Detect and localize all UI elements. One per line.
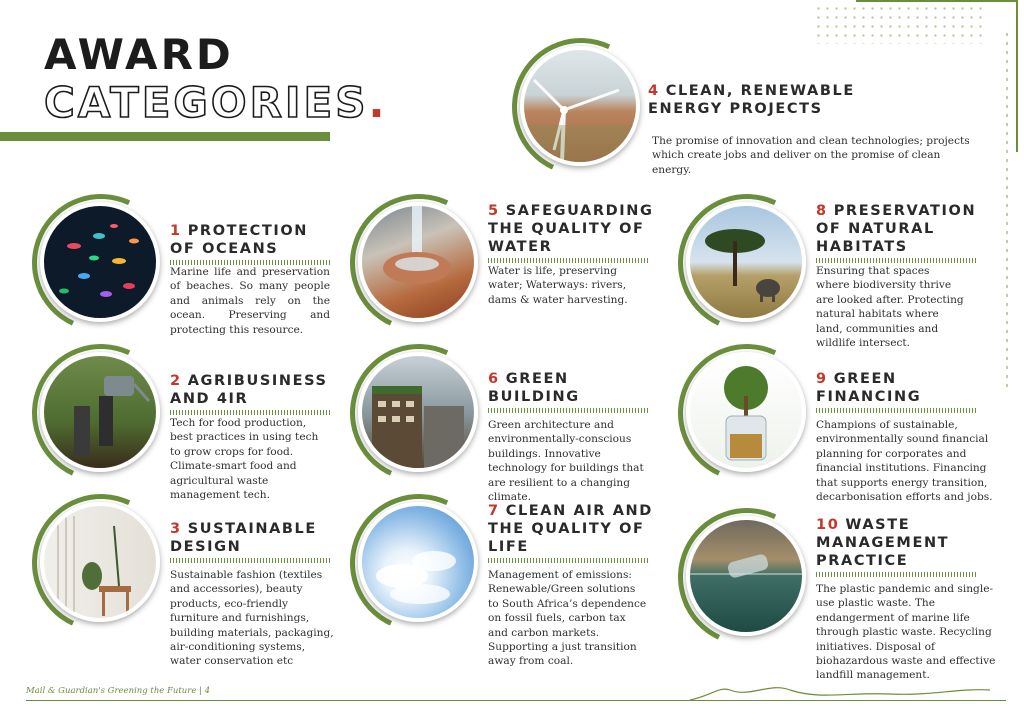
category-9-title: GREEN FINANCING [816, 371, 922, 405]
category-5-title: SAFEGUARDING THE QUALITY OF WATER [488, 203, 654, 255]
category-8-description: Ensuring that spaces where biodiversity thrive are looked after. Protecting natural habitats where land, communities and wildlife intersect. [816, 265, 964, 350]
category-5-heading [488, 202, 658, 256]
category-7-description: Management of emissions: Renewable/Green solutions to South Africa’s dependence on fossil fuels, carbon tax and carbon markets. Supporting a just transition away from coal. [488, 569, 647, 668]
category-3-title: SUSTAINABLE DESIGN [170, 521, 317, 555]
category-3-rule [170, 558, 330, 563]
wind-turbine-icon [524, 50, 636, 162]
category-1-number: 1 [170, 223, 182, 239]
category-3-number: 3 [170, 521, 182, 537]
category-2-rule [170, 410, 330, 415]
category-4-number: 4 [648, 83, 660, 99]
category-8-image [686, 202, 806, 322]
category-10-rule [816, 572, 976, 577]
category-4-heading [648, 82, 888, 118]
title-line-1: AWARD [44, 30, 234, 79]
category-9-image [686, 352, 806, 472]
plant-stool-icon [44, 506, 156, 618]
category-9-rule [816, 408, 976, 413]
category-6-title: GREEN BUILDING [488, 371, 580, 405]
category-4-title: CLEAN, RENEWABLE ENERGY PROJECTS [648, 83, 855, 117]
crocodile-outline-icon [690, 676, 990, 702]
category-1-title: PROTECTION OF OCEANS [170, 223, 309, 257]
plastic-bottle-icon [690, 520, 802, 632]
title-underline-bar [0, 132, 330, 141]
title-line-2-text: CATEGORIES [44, 78, 369, 127]
category-5-number: 5 [488, 203, 500, 219]
category-5-image [358, 202, 478, 322]
category-10-heading [816, 516, 986, 570]
category-4-image [520, 46, 640, 166]
category-8-rule [816, 258, 976, 263]
category-7-heading [488, 502, 658, 556]
category-6-rule [488, 408, 648, 413]
category-7-rule [488, 558, 648, 563]
title-dot: . [368, 78, 388, 127]
watering-can-icon [44, 356, 156, 468]
cloud-icon [362, 506, 474, 618]
category-6-heading [488, 370, 658, 406]
category-7-title: CLEAN AIR AND THE QUALITY OF LIFE [488, 503, 653, 555]
decorative-corner-line [856, 0, 1018, 152]
category-2-heading [170, 372, 340, 408]
category-1-image [40, 202, 160, 322]
category-8-heading [816, 202, 986, 256]
category-6-number: 6 [488, 371, 500, 387]
category-7-image [358, 502, 478, 622]
category-2-title: AGRIBUSINESS AND 4IR [170, 373, 328, 407]
category-10-number: 10 [816, 517, 840, 533]
fish-icon [44, 206, 156, 318]
category-4-description: The promise of innovation and clean technologies; projects which create jobs and deliver on the promise of clean energy. [652, 135, 970, 176]
coin-jar-tree-icon [690, 356, 802, 468]
decorative-vertical-dots [1004, 30, 1010, 390]
category-3-image [40, 502, 160, 622]
category-2-number: 2 [170, 373, 182, 389]
tree-elephant-icon [690, 206, 802, 318]
category-6-description: Green architecture and environmentally-conscious buildings. Innovative technology for buildings that are resilient to a changing climate. [488, 419, 644, 504]
category-2-description: Tech for food production, best practices in using tech to grow crops for food. Climate-smart food and agricultural waste management tech. [170, 417, 319, 502]
building-icon [362, 356, 474, 468]
page-title [44, 30, 388, 127]
category-10-description: The plastic pandemic and single-use plastic waste. The endangerment of marine life through plastic waste. Recycling initiatives. Disposal of biohazardous waste and effective landfill management. [816, 583, 996, 682]
category-5-description: Water is life, preserving water; Waterways: rivers, dams & water harvesting. [488, 265, 628, 306]
category-7-number: 7 [488, 503, 500, 519]
water-hands-icon [362, 206, 474, 318]
category-10-title: WASTE MANAGEMENT PRACTICE [816, 517, 950, 569]
page-footer: Mail & Guardian's Greening the Future | 4 [26, 686, 211, 696]
category-2-image [40, 352, 160, 472]
category-9-description: Champions of sustainable, environmentally sound financial planning for corporates and financial institutions. Financing that supports energy transition, decarbonisation efforts and jobs. [816, 419, 993, 504]
category-9-number: 9 [816, 371, 828, 387]
category-1-description: Marine life and preservation of beaches. So many people and animals rely on the ocean. Preserving and protecting this resource. [170, 266, 330, 336]
category-8-number: 8 [816, 203, 828, 219]
category-1-heading [170, 222, 340, 258]
category-3-description: Sustainable fashion (textiles and accessories), beauty products, eco-friendly furniture and furnishings, building materials, packaging, air-conditioning systems, water conservation etc [170, 569, 334, 668]
category-3-heading [170, 520, 340, 556]
category-5-rule [488, 258, 648, 263]
category-10-image [686, 516, 806, 636]
category-8-title: PRESERVATION OF NATURAL HABITATS [816, 203, 977, 255]
title-line-2 [44, 78, 388, 127]
category-9-heading [816, 370, 986, 406]
category-6-image [358, 352, 478, 472]
